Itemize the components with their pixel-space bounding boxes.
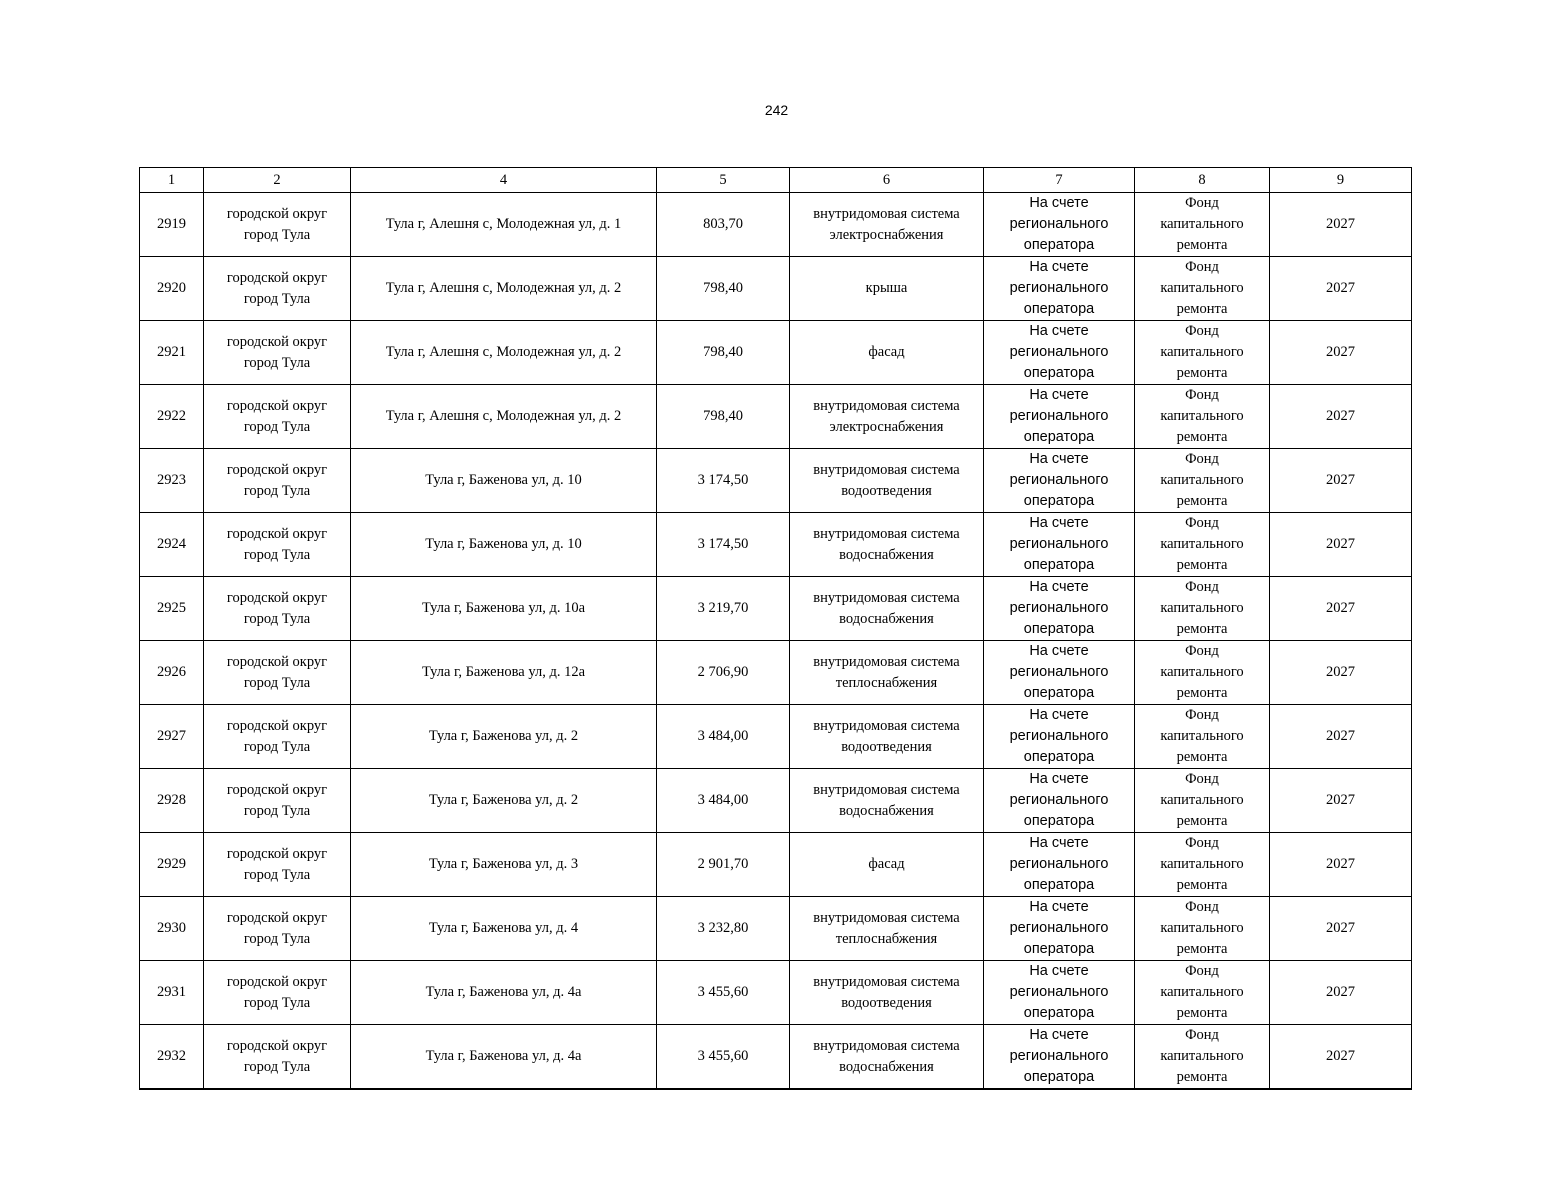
- work-type-cell-line: внутридомовая система: [813, 973, 960, 990]
- account-cell-line: регионального: [1009, 1048, 1109, 1064]
- area-cell: 3 455,60: [657, 1025, 790, 1090]
- account-cell-line: оператора: [1023, 941, 1095, 957]
- municipality-cell-line: городской округ: [226, 525, 328, 542]
- address-cell: Тула г, Баженова ул, д. 2: [351, 769, 657, 833]
- account-cell-line: регионального: [1009, 600, 1109, 616]
- work-type-cell: [790, 257, 984, 321]
- municipality-cell-line: город Тула: [243, 930, 311, 947]
- work-type-cell-line: внутридомовая система: [813, 397, 960, 414]
- area-cell: 3 484,00: [657, 705, 790, 769]
- work-type-cell-line: внутридомовая система: [813, 717, 960, 734]
- municipality-cell-line: город Тула: [243, 226, 311, 243]
- column-number-1: 1: [140, 168, 204, 193]
- municipality-cell-line: городской округ: [226, 973, 328, 990]
- funding-source-cell-line: ремонта: [1176, 1069, 1228, 1085]
- municipality-cell-line: город Тула: [243, 866, 311, 883]
- funding-source-cell-line: ремонта: [1176, 365, 1228, 381]
- capital-repair-table: [139, 167, 1412, 1090]
- address-cell: Тула г, Баженова ул, д. 10: [351, 449, 657, 513]
- address-cell: Тула г, Баженова ул, д. 2: [351, 705, 657, 769]
- work-type-cell: [790, 897, 984, 961]
- account-cell-line: оператора: [1023, 877, 1095, 893]
- account-cell: [984, 449, 1135, 513]
- area-cell: 798,40: [657, 321, 790, 385]
- municipality-cell-line: городской округ: [226, 397, 328, 414]
- municipality-cell-line: город Тула: [243, 482, 311, 499]
- work-type-cell-line: внутридомовая система: [813, 653, 960, 670]
- page-number: 242: [764, 102, 789, 118]
- account-cell-line: На счете: [1029, 515, 1089, 531]
- account-cell-line: На счете: [1029, 195, 1089, 211]
- account-cell: [984, 833, 1135, 897]
- account-cell: [984, 513, 1135, 577]
- municipality-cell-line: городской округ: [226, 781, 328, 798]
- municipality-cell-line: городской округ: [226, 909, 328, 926]
- funding-source-cell: [1135, 705, 1270, 769]
- account-cell: [984, 705, 1135, 769]
- municipality-cell-line: город Тула: [243, 1058, 311, 1075]
- area-cell: 3 174,50: [657, 513, 790, 577]
- municipality-cell: [204, 385, 351, 449]
- account-cell-line: На счете: [1029, 579, 1089, 595]
- work-type-cell: [790, 321, 984, 385]
- funding-source-cell-line: ремонта: [1176, 813, 1228, 829]
- municipality-cell-line: город Тула: [243, 610, 311, 627]
- funding-source-cell-line: ремонта: [1176, 493, 1228, 509]
- work-type-cell-line: крыша: [865, 280, 908, 296]
- account-cell-line: регионального: [1009, 984, 1109, 1000]
- municipality-cell-line: город Тула: [243, 354, 311, 371]
- account-cell-line: оператора: [1023, 365, 1095, 381]
- row-number-cell: 2925: [140, 577, 204, 641]
- funding-source-cell-line: капитального: [1160, 216, 1244, 232]
- work-type-cell-line: теплоснабжения: [835, 674, 938, 691]
- row-number-cell: 2919: [140, 193, 204, 257]
- municipality-cell-line: город Тула: [243, 738, 311, 755]
- municipality-cell-line: город Тула: [243, 994, 311, 1011]
- municipality-cell-line: город Тула: [243, 674, 311, 691]
- account-cell-line: регионального: [1009, 472, 1109, 488]
- municipality-cell: [204, 705, 351, 769]
- account-cell-line: На счете: [1029, 1027, 1089, 1043]
- account-cell-line: регионального: [1009, 792, 1109, 808]
- row-number-cell: 2924: [140, 513, 204, 577]
- municipality-cell: [204, 513, 351, 577]
- area-cell: 798,40: [657, 385, 790, 449]
- account-cell-line: регионального: [1009, 280, 1109, 296]
- funding-source-cell-line: Фонд: [1185, 835, 1219, 851]
- funding-source-cell-line: капитального: [1160, 792, 1244, 808]
- area-cell: 3 174,50: [657, 449, 790, 513]
- funding-source-cell-line: Фонд: [1185, 1027, 1219, 1043]
- funding-source-cell-line: ремонта: [1176, 749, 1228, 765]
- area-cell: 2 706,90: [657, 641, 790, 705]
- funding-source-cell: [1135, 961, 1270, 1025]
- account-cell: [984, 321, 1135, 385]
- funding-source-cell: [1135, 641, 1270, 705]
- funding-source-cell-line: Фонд: [1185, 195, 1219, 211]
- work-type-cell-line: внутридомовая система: [813, 589, 960, 606]
- account-cell-line: оператора: [1023, 557, 1095, 573]
- account-cell-line: регионального: [1009, 664, 1109, 680]
- row-number-cell: 2921: [140, 321, 204, 385]
- funding-source-cell-line: ремонта: [1176, 301, 1228, 317]
- work-type-cell: [790, 513, 984, 577]
- account-cell-line: регионального: [1009, 536, 1109, 552]
- funding-source-cell-line: Фонд: [1185, 323, 1219, 339]
- column-number-4: 4: [351, 168, 657, 193]
- account-cell-line: На счете: [1029, 771, 1089, 787]
- table-row: [140, 705, 1412, 769]
- table-row: [140, 321, 1412, 385]
- municipality-cell-line: город Тула: [243, 418, 311, 435]
- row-number-cell: 2930: [140, 897, 204, 961]
- column-number-9: 9: [1270, 168, 1412, 193]
- year-cell: 2027: [1270, 833, 1412, 897]
- funding-source-cell: [1135, 1025, 1270, 1090]
- account-cell-line: регионального: [1009, 408, 1109, 424]
- work-type-cell-line: водоснабжения: [839, 802, 934, 819]
- account-cell: [984, 961, 1135, 1025]
- work-type-cell: [790, 833, 984, 897]
- municipality-cell: [204, 577, 351, 641]
- area-cell: 3 219,70: [657, 577, 790, 641]
- funding-source-cell-line: ремонта: [1176, 877, 1228, 893]
- account-cell-line: На счете: [1029, 835, 1089, 851]
- table-row: [140, 513, 1412, 577]
- year-cell: 2027: [1270, 705, 1412, 769]
- municipality-cell-line: городской округ: [226, 269, 328, 286]
- funding-source-cell-line: капитального: [1160, 600, 1244, 616]
- work-type-cell-line: водоснабжения: [839, 1058, 934, 1075]
- funding-source-cell-line: ремонта: [1176, 429, 1228, 445]
- funding-source-cell-line: ремонта: [1176, 685, 1228, 701]
- municipality-cell-line: городской округ: [226, 717, 328, 734]
- municipality-cell: [204, 193, 351, 257]
- funding-source-cell: [1135, 321, 1270, 385]
- work-type-cell: [790, 449, 984, 513]
- funding-source-cell: [1135, 513, 1270, 577]
- row-number-cell: 2928: [140, 769, 204, 833]
- funding-source-cell-line: Фонд: [1185, 259, 1219, 275]
- column-number-7: 7: [984, 168, 1135, 193]
- column-number-5: 5: [657, 168, 790, 193]
- account-cell: [984, 193, 1135, 257]
- row-number-cell: 2932: [140, 1025, 204, 1090]
- table-row: [140, 641, 1412, 705]
- funding-source-cell-line: Фонд: [1185, 515, 1219, 531]
- work-type-cell: [790, 577, 984, 641]
- funding-source-cell-line: Фонд: [1185, 707, 1219, 723]
- area-cell: 798,40: [657, 257, 790, 321]
- table-row: [140, 833, 1412, 897]
- funding-source-cell: [1135, 257, 1270, 321]
- work-type-cell: [790, 385, 984, 449]
- account-cell-line: оператора: [1023, 749, 1095, 765]
- municipality-cell-line: городской округ: [226, 589, 328, 606]
- area-cell: 2 901,70: [657, 833, 790, 897]
- row-number-cell: 2923: [140, 449, 204, 513]
- funding-source-cell-line: капитального: [1160, 728, 1244, 744]
- account-cell-line: оператора: [1023, 493, 1095, 509]
- work-type-cell: [790, 1025, 984, 1090]
- year-cell: 2027: [1270, 897, 1412, 961]
- account-cell-line: На счете: [1029, 707, 1089, 723]
- funding-source-cell-line: капитального: [1160, 920, 1244, 936]
- account-cell: [984, 577, 1135, 641]
- account-cell-line: На счете: [1029, 387, 1089, 403]
- address-cell: Тула г, Баженова ул, д. 4: [351, 897, 657, 961]
- year-cell: 2027: [1270, 1025, 1412, 1090]
- account-cell-line: оператора: [1023, 685, 1095, 701]
- work-type-cell: [790, 641, 984, 705]
- account-cell-line: На счете: [1029, 963, 1089, 979]
- account-cell-line: оператора: [1023, 1005, 1095, 1021]
- account-cell: [984, 257, 1135, 321]
- municipality-cell-line: городской округ: [226, 1037, 328, 1054]
- table-row: [140, 577, 1412, 641]
- municipality-cell: [204, 769, 351, 833]
- table-row: [140, 769, 1412, 833]
- row-number-cell: 2920: [140, 257, 204, 321]
- column-number-8: 8: [1135, 168, 1270, 193]
- work-type-cell-line: внутридомовая система: [813, 525, 960, 542]
- work-type-cell-line: водоснабжения: [839, 610, 934, 627]
- funding-source-cell-line: капитального: [1160, 408, 1244, 424]
- funding-source-cell: [1135, 897, 1270, 961]
- column-number-row: [140, 168, 1412, 193]
- funding-source-cell-line: Фонд: [1185, 387, 1219, 403]
- account-cell-line: оператора: [1023, 237, 1095, 253]
- work-type-cell-line: водоотведения: [841, 482, 932, 499]
- work-type-cell-line: водоснабжения: [839, 546, 934, 563]
- table-body: [140, 168, 1412, 1090]
- municipality-cell: [204, 257, 351, 321]
- area-cell: 803,70: [657, 193, 790, 257]
- address-cell: Тула г, Баженова ул, д. 12а: [351, 641, 657, 705]
- table-row: [140, 961, 1412, 1025]
- funding-source-cell-line: капитального: [1160, 984, 1244, 1000]
- row-number-cell: 2929: [140, 833, 204, 897]
- account-cell-line: На счете: [1029, 643, 1089, 659]
- address-cell: Тула г, Баженова ул, д. 3: [351, 833, 657, 897]
- row-number-cell: 2931: [140, 961, 204, 1025]
- funding-source-cell-line: Фонд: [1185, 579, 1219, 595]
- year-cell: 2027: [1270, 577, 1412, 641]
- funding-source-cell-line: капитального: [1160, 856, 1244, 872]
- account-cell-line: На счете: [1029, 451, 1089, 467]
- account-cell-line: оператора: [1023, 621, 1095, 637]
- table-row: [140, 1025, 1412, 1090]
- municipality-cell-line: городской округ: [226, 205, 328, 222]
- year-cell: 2027: [1270, 257, 1412, 321]
- account-cell-line: На счете: [1029, 323, 1089, 339]
- work-type-cell-line: внутридомовая система: [813, 781, 960, 798]
- account-cell-line: оператора: [1023, 1069, 1095, 1085]
- funding-source-cell: [1135, 385, 1270, 449]
- account-cell-line: оператора: [1023, 429, 1095, 445]
- funding-source-cell-line: капитального: [1160, 472, 1244, 488]
- column-number-6: 6: [790, 168, 984, 193]
- row-number-cell: 2926: [140, 641, 204, 705]
- municipality-cell: [204, 1025, 351, 1090]
- work-type-cell-line: водоотведения: [841, 994, 932, 1011]
- funding-source-cell-line: капитального: [1160, 536, 1244, 552]
- funding-source-cell-line: Фонд: [1185, 963, 1219, 979]
- work-type-cell-line: электроснабжения: [829, 418, 944, 435]
- address-cell: Тула г, Баженова ул, д. 10а: [351, 577, 657, 641]
- work-type-cell-line: фасад: [868, 344, 905, 360]
- municipality-cell-line: город Тула: [243, 290, 311, 307]
- municipality-cell-line: город Тула: [243, 802, 311, 819]
- work-type-cell-line: внутридомовая система: [813, 1037, 960, 1054]
- funding-source-cell-line: ремонта: [1176, 237, 1228, 253]
- work-type-cell: [790, 705, 984, 769]
- column-number-2: 2: [204, 168, 351, 193]
- funding-source-cell-line: ремонта: [1176, 557, 1228, 573]
- municipality-cell-line: городской округ: [226, 845, 328, 862]
- area-cell: 3 455,60: [657, 961, 790, 1025]
- account-cell: [984, 385, 1135, 449]
- funding-source-cell-line: ремонта: [1176, 621, 1228, 637]
- funding-source-cell-line: капитального: [1160, 344, 1244, 360]
- work-type-cell: [790, 961, 984, 1025]
- funding-source-cell-line: Фонд: [1185, 643, 1219, 659]
- area-cell: 3 232,80: [657, 897, 790, 961]
- table-row: [140, 257, 1412, 321]
- account-cell-line: оператора: [1023, 301, 1095, 317]
- address-cell: Тула г, Баженова ул, д. 4а: [351, 1025, 657, 1090]
- account-cell: [984, 897, 1135, 961]
- work-type-cell-line: электроснабжения: [829, 226, 944, 243]
- year-cell: 2027: [1270, 961, 1412, 1025]
- funding-source-cell: [1135, 833, 1270, 897]
- funding-source-cell-line: Фонд: [1185, 771, 1219, 787]
- funding-source-cell-line: капитального: [1160, 664, 1244, 680]
- account-cell-line: регионального: [1009, 344, 1109, 360]
- funding-source-cell-line: ремонта: [1176, 941, 1228, 957]
- municipality-cell-line: городской округ: [226, 461, 328, 478]
- funding-source-cell: [1135, 769, 1270, 833]
- address-cell: Тула г, Баженова ул, д. 10: [351, 513, 657, 577]
- address-cell: Тула г, Баженова ул, д. 4а: [351, 961, 657, 1025]
- row-number-cell: 2922: [140, 385, 204, 449]
- funding-source-cell-line: Фонд: [1185, 899, 1219, 915]
- row-number-cell: 2927: [140, 705, 204, 769]
- year-cell: 2027: [1270, 321, 1412, 385]
- municipality-cell: [204, 897, 351, 961]
- account-cell: [984, 769, 1135, 833]
- address-cell: Тула г, Алешня с, Молодежная ул, д. 2: [351, 385, 657, 449]
- funding-source-cell-line: капитального: [1160, 1048, 1244, 1064]
- account-cell-line: регионального: [1009, 856, 1109, 872]
- work-type-cell-line: водоотведения: [841, 738, 932, 755]
- account-cell-line: На счете: [1029, 899, 1089, 915]
- work-type-cell-line: внутридомовая система: [813, 909, 960, 926]
- year-cell: 2027: [1270, 449, 1412, 513]
- account-cell: [984, 1025, 1135, 1090]
- work-type-cell: [790, 769, 984, 833]
- municipality-cell: [204, 449, 351, 513]
- table-row: [140, 193, 1412, 257]
- funding-source-cell: [1135, 449, 1270, 513]
- year-cell: 2027: [1270, 513, 1412, 577]
- account-cell: [984, 641, 1135, 705]
- funding-source-cell-line: Фонд: [1185, 451, 1219, 467]
- funding-source-cell: [1135, 193, 1270, 257]
- address-cell: Тула г, Алешня с, Молодежная ул, д. 2: [351, 321, 657, 385]
- municipality-cell-line: город Тула: [243, 546, 311, 563]
- year-cell: 2027: [1270, 385, 1412, 449]
- municipality-cell: [204, 833, 351, 897]
- funding-source-cell-line: ремонта: [1176, 1005, 1228, 1021]
- account-cell-line: регионального: [1009, 920, 1109, 936]
- work-type-cell-line: внутридомовая система: [813, 461, 960, 478]
- work-type-cell-line: теплоснабжения: [835, 930, 938, 947]
- account-cell-line: оператора: [1023, 813, 1095, 829]
- work-type-cell-line: внутридомовая система: [813, 205, 960, 222]
- municipality-cell-line: городской округ: [226, 653, 328, 670]
- table-row: [140, 897, 1412, 961]
- year-cell: 2027: [1270, 193, 1412, 257]
- area-cell: 3 484,00: [657, 769, 790, 833]
- account-cell-line: регионального: [1009, 728, 1109, 744]
- funding-source-cell-line: капитального: [1160, 280, 1244, 296]
- table-row: [140, 449, 1412, 513]
- address-cell: Тула г, Алешня с, Молодежная ул, д. 1: [351, 193, 657, 257]
- municipality-cell: [204, 961, 351, 1025]
- year-cell: 2027: [1270, 641, 1412, 705]
- account-cell-line: На счете: [1029, 259, 1089, 275]
- account-cell-line: регионального: [1009, 216, 1109, 232]
- municipality-cell-line: городской округ: [226, 333, 328, 350]
- work-type-cell: [790, 193, 984, 257]
- address-cell: Тула г, Алешня с, Молодежная ул, д. 2: [351, 257, 657, 321]
- funding-source-cell: [1135, 577, 1270, 641]
- municipality-cell: [204, 641, 351, 705]
- table-row: [140, 385, 1412, 449]
- year-cell: 2027: [1270, 769, 1412, 833]
- work-type-cell-line: фасад: [868, 856, 905, 872]
- municipality-cell: [204, 321, 351, 385]
